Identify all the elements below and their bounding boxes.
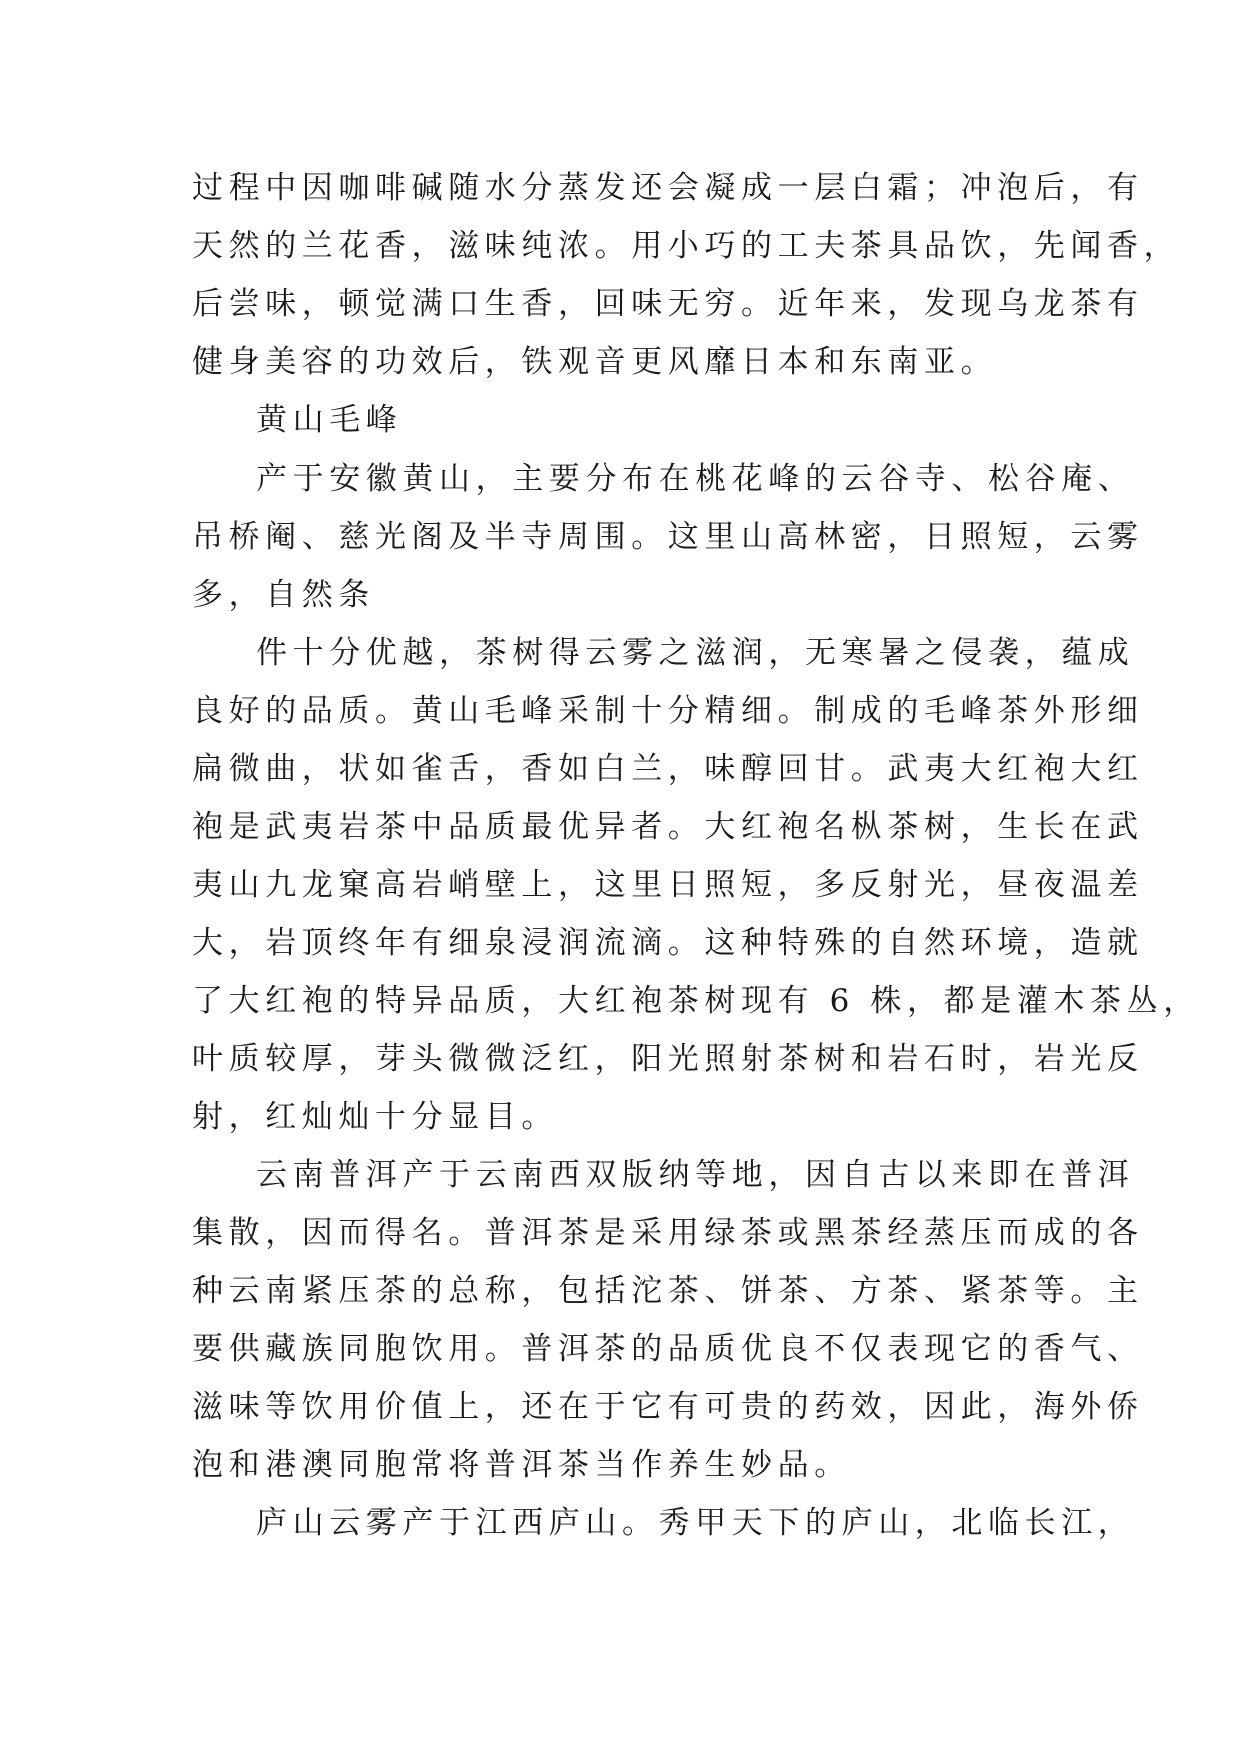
text-line: 扁微曲，状如雀舌，香如白兰，味醇回甘。武夷大红袍大红 — [192, 751, 1144, 787]
text-line: 健身美容的功效后，铁观音更风靡日本和东南亚。 — [192, 344, 998, 380]
text-line: 庐山云雾产于江西庐山。秀甲天下的庐山，北临长江， — [256, 1505, 1135, 1541]
text-line: 袍是武夷岩茶中品质最优异者。大红袍名枞茶树，生长在武 — [192, 809, 1144, 845]
text-line: 夷山九龙窠高岩峭壁上，这里日照短，多反射光，昼夜温差 — [192, 867, 1144, 903]
text-line: 了大红袍的特异品质，大红袍茶树现有 6 株，都是灌木茶丛， — [192, 983, 1200, 1019]
text-line: 天然的兰花香，滋味纯浓。用小巧的工夫茶具品饮，先闻香， — [192, 228, 1181, 264]
text-line: 后尝味，顿觉满口生香，回味无穷。近年来，发现乌龙茶有 — [192, 286, 1144, 322]
text-line: 集散，因而得名。普洱茶是采用绿茶或黑茶经蒸压而成的各 — [192, 1215, 1144, 1251]
section-heading: 黄山毛峰 — [256, 402, 403, 438]
text-line: 要供藏族同胞饮用。普洱茶的品质优良不仅表现它的香气、 — [192, 1331, 1144, 1367]
text-line: 射，红灿灿十分显目。 — [192, 1099, 558, 1135]
text-line: 多，自然条 — [192, 577, 375, 613]
text-line: 良好的品质。黄山毛峰采制十分精细。制成的毛峰茶外形细 — [192, 693, 1144, 729]
text-line: 云南普洱产于云南西双版纳等地，因自古以来即在普洱 — [256, 1157, 1135, 1193]
text-line: 泡和港澳同胞常将普洱茶当作养生妙品。 — [192, 1447, 851, 1483]
text-line: 吊桥阉、慈光阁及半寺周围。这里山高林密，日照短，云雾 — [192, 519, 1144, 555]
text-line: 叶质较厚，芽头微微泛红，阳光照射茶树和岩石时，岩光反 — [192, 1041, 1144, 1077]
text-line: 种云南紧压茶的总称，包括沱茶、饼茶、方茶、紧茶等。主 — [192, 1273, 1144, 1309]
text-line: 件十分优越，茶树得云雾之滋润，无寒暑之侵袭，蕴成 — [256, 635, 1135, 671]
text-line: 滋味等饮用价值上，还在于它有可贵的药效，因此，海外侨 — [192, 1389, 1144, 1425]
text-line: 过程中因咖啡碱随水分蒸发还会凝成一层白霜；冲泡后，有 — [192, 170, 1144, 206]
text-line: 大，岩顶终年有细泉浸润流滴。这种特殊的自然环境，造就 — [192, 925, 1144, 961]
text-line: 产于安徽黄山，主要分布在桃花峰的云谷寺、松谷庵、 — [256, 461, 1135, 497]
